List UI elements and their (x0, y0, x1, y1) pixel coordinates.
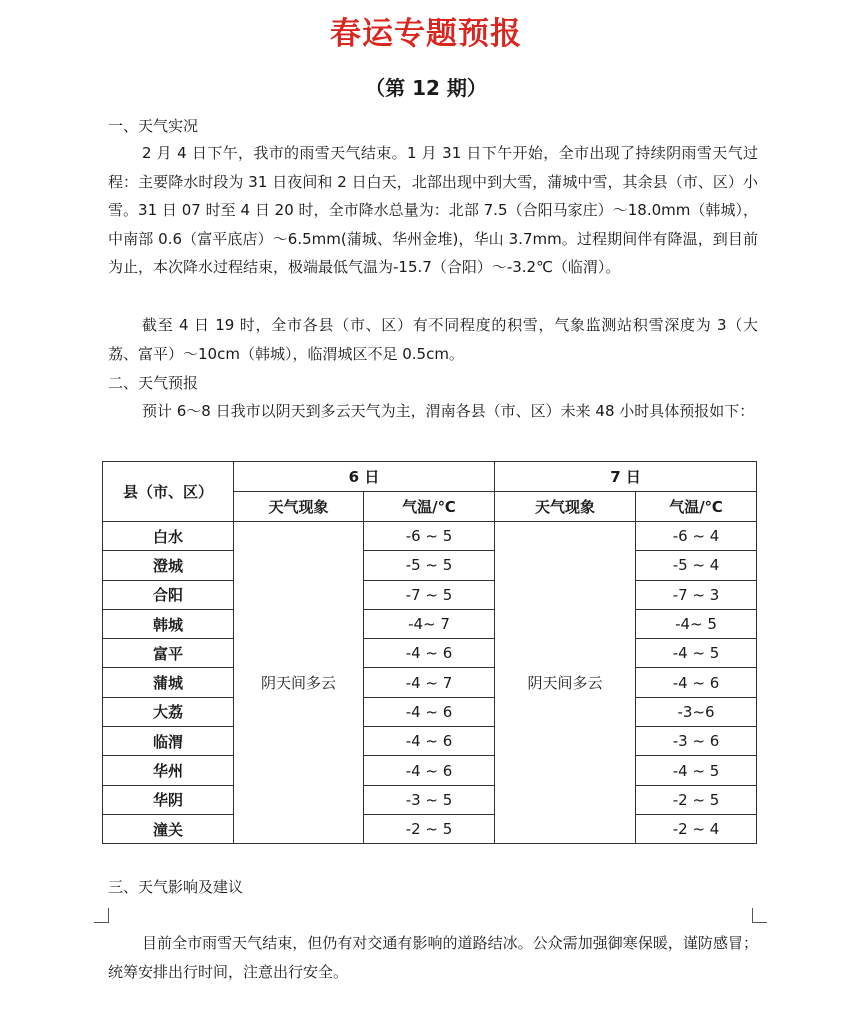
section-heading-observations: 一、天气实况 (108, 117, 199, 135)
table-row (103, 814, 757, 843)
table-row (103, 551, 757, 580)
day1-header: 6 日 (234, 462, 495, 492)
table-row (103, 580, 757, 609)
day2-temp-cell: -4 ~ 5 (636, 756, 757, 785)
day1-temp-cell: -3 ~ 5 (364, 785, 495, 814)
day2-temp-cell: -7 ~ 3 (636, 580, 757, 609)
county-cell: 富平 (103, 639, 234, 668)
day2-temp-cell: -4 ~ 5 (636, 639, 757, 668)
forecast-table (102, 461, 757, 844)
day2-header: 7 日 (495, 462, 757, 492)
day2-temp-cell: -4~ 5 (636, 609, 757, 638)
county-header: 县（市、区） (103, 462, 234, 522)
county-cell: 合阳 (103, 580, 234, 609)
day1-weather-header: 天气现象 (234, 492, 364, 522)
day1-temp-cell: -4 ~ 6 (364, 639, 495, 668)
county-cell: 华阴 (103, 785, 234, 814)
county-cell: 潼关 (103, 814, 234, 843)
county-cell: 韩城 (103, 609, 234, 638)
document-title: 春运专题预报 (330, 16, 522, 52)
page-margin-mark-left (94, 908, 109, 923)
county-cell: 大荔 (103, 697, 234, 726)
day2-temp-header: 气温/℃ (636, 492, 757, 522)
paragraph-forecast: 预计 6～8 日我市以阴天到多云天气为主，渭南各县（市、区）未来 48 小时具体预报如下： (142, 402, 755, 420)
day1-weather-cell: 阴天间多云 (234, 522, 364, 844)
table-row (103, 785, 757, 814)
page-margin-mark-right (752, 908, 767, 923)
day1-temp-header: 气温/℃ (364, 492, 495, 522)
section-heading-advice: 三、天气影响及建议 (108, 878, 244, 896)
day1-temp-cell: -4 ~ 6 (364, 697, 495, 726)
table-row (103, 697, 757, 726)
day1-temp-cell: -6 ~ 5 (364, 522, 495, 551)
table-row (103, 727, 757, 756)
day1-temp-cell: -4 ~ 6 (364, 727, 495, 756)
day1-temp-cell: -2 ~ 5 (364, 814, 495, 843)
paragraph-observations-1: 2 月 4 日下午，我市的雨雪天气结束。1 月 31 日下午开始，全市出现了持续阴雨雪天气过程：主要降水时段为 31 日夜间和 2 日白天，北部出现中到大雪，蒲城中雪，其余县（市、区）小雪。31 日 07 时至 4 日 20 时，全市降水总量为：北部 7.5（合阳马家庄）～18.0mm（韩城），中南部 0.6（富平底店）～6.5mm(蒲城、华州金堆)，华山 3.7mm。过程期间伴有降温，到目前为止，本次降水过程结束，极端最低气温为-15.7（合阳）～-3.2℃（临渭）。 (108, 144, 758, 276)
paragraph-advice: 目前全市雨雪天气结束，但仍有对交通有影响的道路结冰。公众需加强御寒保暖，谨防感冒；统筹安排出行时间，注意出行安全。 (108, 934, 758, 981)
day2-temp-cell: -6 ~ 4 (636, 522, 757, 551)
day2-temp-cell: -2 ~ 5 (636, 785, 757, 814)
table-row (103, 756, 757, 785)
day2-weather-cell: 阴天间多云 (495, 522, 636, 844)
day2-temp-cell: -3~6 (636, 697, 757, 726)
table-row (103, 668, 757, 697)
day1-temp-cell: -4 ~ 7 (364, 668, 495, 697)
day1-temp-cell: -5 ~ 5 (364, 551, 495, 580)
table-row (103, 609, 757, 638)
day2-temp-cell: -5 ~ 4 (636, 551, 757, 580)
table-row (103, 639, 757, 668)
paragraph-observations-2: 截至 4 日 19 时，全市各县（市、区）有不同程度的积雪，气象监测站积雪深度为 3（大荔、富平）～10cm（韩城），临渭城区不足 0.5cm。 (108, 316, 758, 363)
day1-temp-cell: -4~ 7 (364, 609, 495, 638)
day2-temp-cell: -4 ~ 6 (636, 668, 757, 697)
county-cell: 临渭 (103, 727, 234, 756)
day1-temp-cell: -7 ~ 5 (364, 580, 495, 609)
day2-weather-header: 天气现象 (495, 492, 636, 522)
day1-temp-cell: -4 ~ 6 (364, 756, 495, 785)
county-cell: 蒲城 (103, 668, 234, 697)
day2-temp-cell: -3 ~ 6 (636, 727, 757, 756)
county-cell: 澄城 (103, 551, 234, 580)
day2-temp-cell: -2 ~ 4 (636, 814, 757, 843)
county-cell: 华州 (103, 756, 234, 785)
county-cell: 白水 (103, 522, 234, 551)
issue-number: （第 12 期） (365, 76, 487, 100)
section-heading-forecast: 二、天气预报 (108, 374, 199, 392)
table-row (103, 522, 757, 551)
